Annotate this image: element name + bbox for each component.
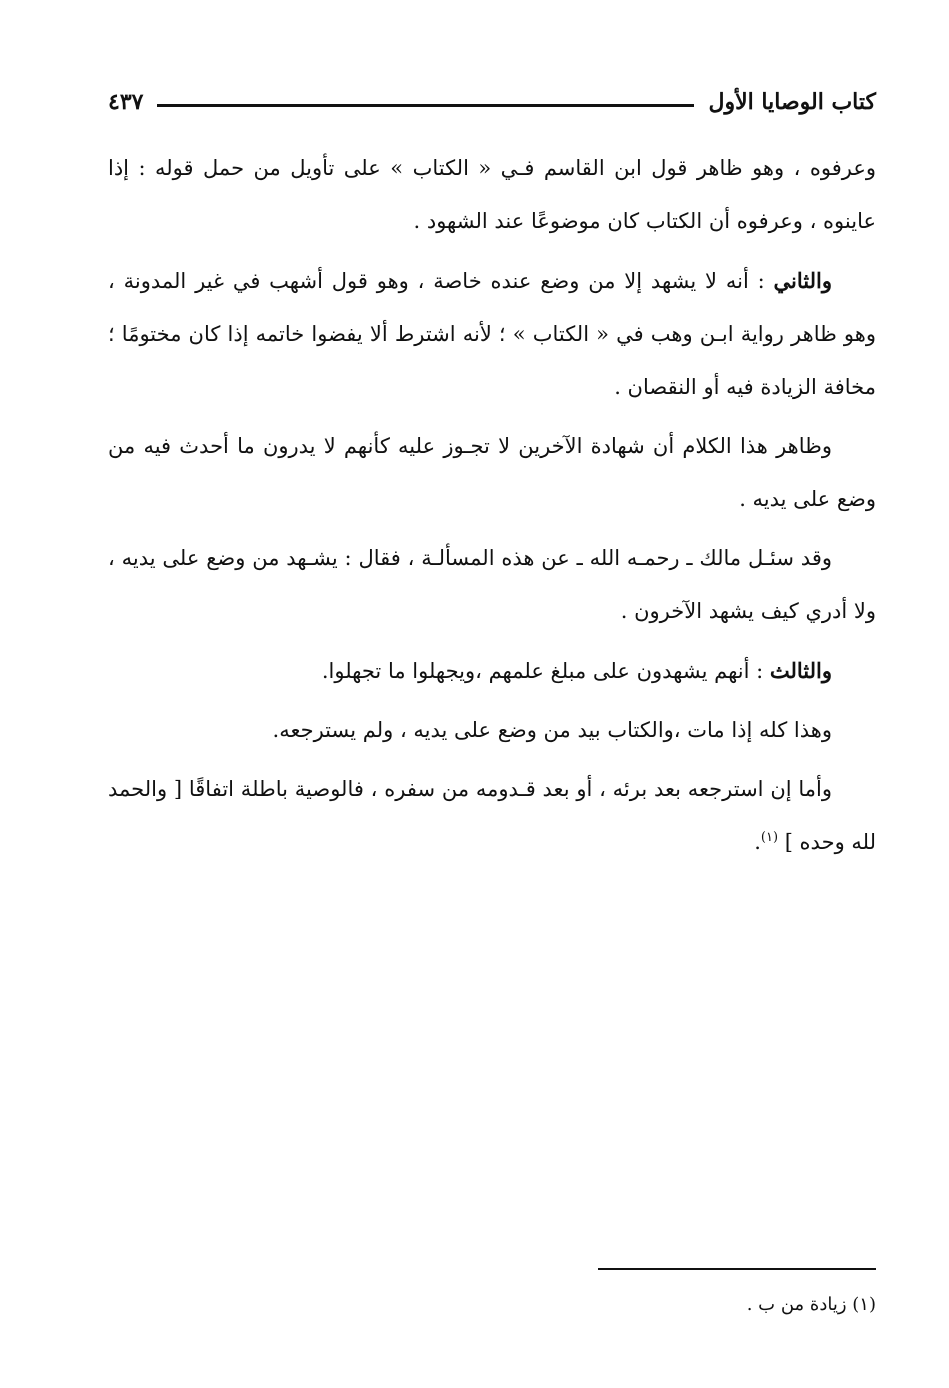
paragraph-6 <box>108 704 876 757</box>
paragraph-4 <box>108 532 876 638</box>
paragraph-lead: والثالث <box>769 658 832 683</box>
paragraph-text: : أنه لا يشهد إلا من وضع عنده خاصة ، وهو قول أشهب في غير المدونة ، وهو ظاهر رواية ابـن وهب في « الكتاب » ؛ لأنه اشترط ألا يفضوا خاتمه إذا كان مختومًا ؛ مخافة الزيادة فيه أو النقصان . <box>108 269 876 399</box>
paragraph-7 <box>108 763 876 869</box>
paragraph-text: وقد سئـل مالك ـ رحمـه الله ـ عن هذه المسألـة ، فقال : يشـهد من وضع على يديه ، ولا أدري كيف يشهد الآخرون . <box>108 546 876 623</box>
paragraph-1 <box>108 142 876 248</box>
footnote-1: (١) زيادة من ب . <box>746 1294 876 1315</box>
paragraph-text: وظاهر هذا الكلام أن شهادة الآخرين لا تجـوز عليه كأنهم لا يدرون ما أحدث فيه من وضع على يديه . <box>108 434 876 511</box>
paragraph-5 <box>108 644 876 698</box>
header-rule <box>157 104 694 107</box>
footnote-reference: (١) <box>760 830 779 845</box>
header-title: كتاب الوصايا الأول <box>708 89 876 115</box>
footnote-separator <box>598 1268 876 1270</box>
paragraph-tail: . <box>754 830 761 854</box>
paragraph-text: : أنهم يشهدون على مبلغ علمهم ،ويجهلوا ما تجهلوا. <box>321 659 770 683</box>
paragraph-text: وعرفوه ، وهو ظاهر قول ابن القاسم فـي « الكتاب » على تأويل من حمل قوله : إذا عاينوه ، وعرفوه أن الكتاب كان موضوعًا عند الشهود . <box>108 156 876 233</box>
paragraph-2 <box>108 254 876 414</box>
paragraph-lead: والثاني <box>773 268 832 293</box>
body-text <box>108 142 876 875</box>
page-number: ٤٣٧ <box>108 89 144 115</box>
paragraph-3 <box>108 420 876 526</box>
paragraph-text: وأما إن استرجعه بعد برئه ، أو بعد قـدومه من سفره ، فالوصية باطلة اتفاقًا [ والحمد لله وحده ] <box>108 777 876 854</box>
paragraph-text: وهذا كله إذا مات ،والكتاب بيد من وضع على يديه ، ولم يسترجعه. <box>272 718 832 742</box>
running-header <box>108 84 876 120</box>
